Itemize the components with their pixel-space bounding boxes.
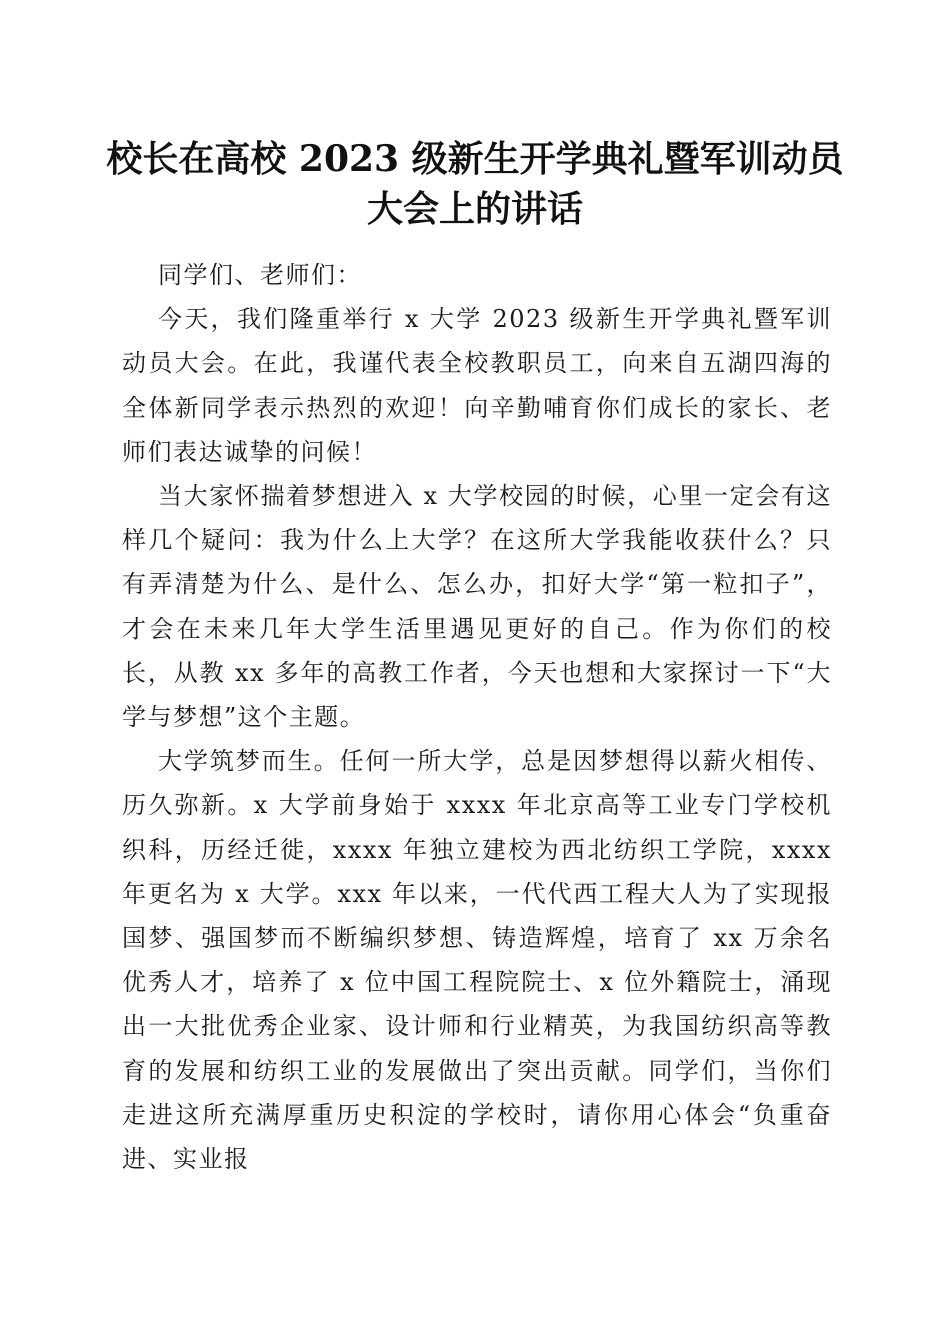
paragraph-1: 今天，我们隆重举行 x 大学 2023 级新生开学典礼暨军训动员大会。在此，我谨代表全校教职员工，向来自五湖四海的全体新同学表示热烈的欢迎！向辛勤哺育你们成长的家长、老师们表达诚挚的问候！ bbox=[122, 305, 832, 466]
paragraph-3: 大学筑梦而生。任何一所大学，总是因梦想得以薪火相传、历久弥新。x 大学前身始于 xxxx 年北京高等工业专门学校机织科，历经迁徙，xxxx 年独立建校为西北纺织工学院，xxxx 年更名为 x 大学。xxx 年以来，一代代西工程大人为了实现报国梦、强国梦而不断编织梦想、铸造辉煌，培育了 xx 万余名优秀人才，培养了 x 位中国工程院院士、x 位外籍院士，涌现出一大批优秀企业家、设计师和行业精英，为我国纺织高等教育的发展和纺织工业的发展做出了突出贡献。同学们，当你们走进这所充满厚重历史积淀的学校时，请你用心体会“负重奋进、实业报 bbox=[122, 747, 832, 1174]
salutation: 同学们、老师们： bbox=[158, 261, 362, 289]
document-title-line-1: 校长在高校 2023 级新生开学典礼暨军训动员 bbox=[106, 138, 844, 180]
document-body bbox=[122, 253, 832, 1181]
paragraph-2: 当大家怀揣着梦想进入 x 大学校园的时候，心里一定会有这样几个疑问：我为什么上大学？在这所大学我能收获什么？只有弄清楚为什么、是什么、怎么办，扣好大学“第一粒扣子”，才会在未来几年大学生活里遇见更好的自己。作为你们的校长，从教 xx 多年的高教工作者，今天也想和大家探讨一下“大学与梦想”这个主题。 bbox=[122, 482, 832, 732]
document-title-line-2: 大会上的讲话 bbox=[366, 188, 583, 230]
